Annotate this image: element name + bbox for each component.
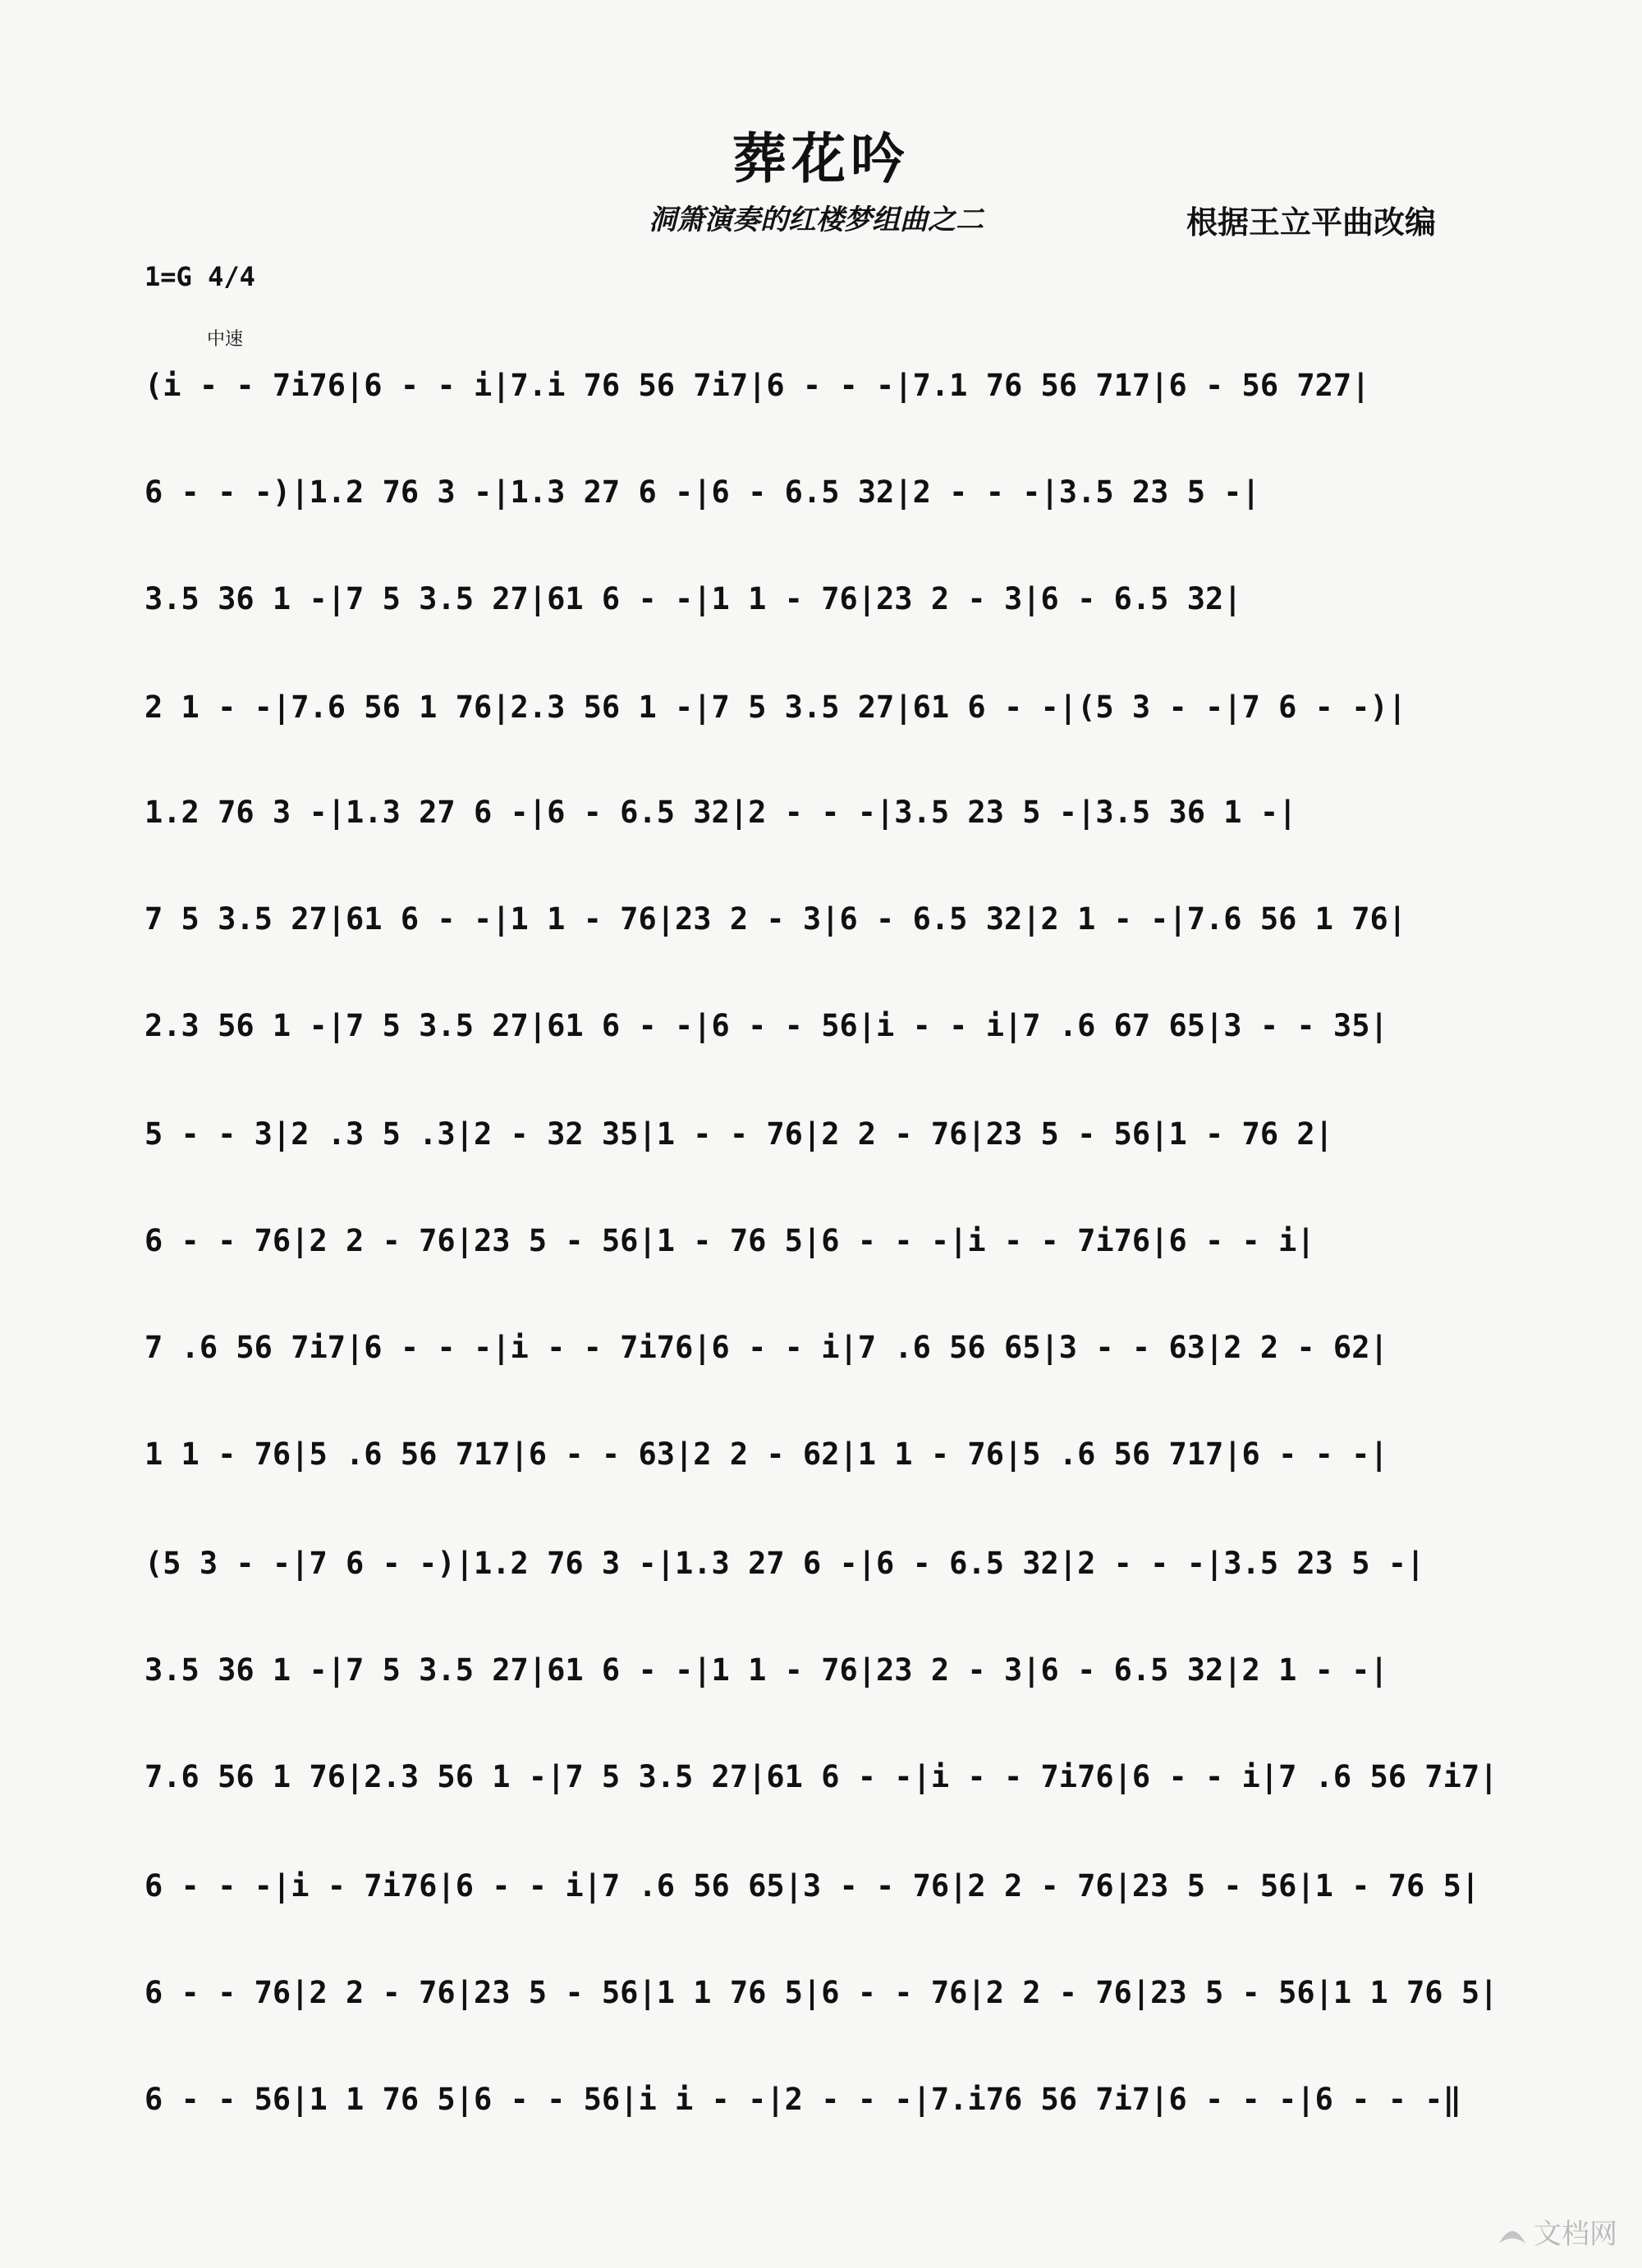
score-line-14: 7.6 56 1 76|2.3 56 1 -|7 5 3.5 27|61 6 - -|i - - 7i76|6 - - i|7 .6 56 7i7| (144, 1759, 1498, 1794)
score-line-9: 6 - - 76|2 2 - 76|23 5 - 56|1 - 76 5|6 - - -|i - - 7i76|6 - - i| (144, 1223, 1315, 1258)
score-subtitle: 洞箫演奏的红楼梦组曲之二 (649, 204, 984, 236)
score-line-10: 7 .6 56 7i7|6 - - -|i - - 7i76|6 - - i|7 .6 56 65|3 - - 63|2 2 - 62| (144, 1330, 1388, 1365)
score-line-7: 2.3 56 1 -|7 5 3.5 27|61 6 - -|6 - - 56|i - - i|7 .6 67 65|3 - - 35| (144, 1008, 1388, 1043)
score-line-15: 6 - - -|i - 7i76|6 - - i|7 .6 56 65|3 - - 76|2 2 - 76|23 5 - 56|1 - 76 5| (144, 1868, 1480, 1904)
score-line-17: 6 - - 56|1 1 76 5|6 - - 56|i i - -|2 - - -|7.i76 56 7i7|6 - - -|6 - - -‖ (144, 2082, 1461, 2117)
score-line-12: (5 3 - -|7 6 - -)|1.2 76 3 -|1.3 27 6 -|6 - 6.5 32|2 - - -|3.5 23 5 -| (144, 1546, 1425, 1581)
score-line-2: 6 - - -)|1.2 76 3 -|1.3 27 6 -|6 - 6.5 32|2 - - -|3.5 23 5 -| (144, 474, 1260, 510)
watermark-logo-icon (1496, 2219, 1529, 2252)
score-line-6: 7 5 3.5 27|61 6 - -|1 1 - 76|23 2 - 3|6 - 6.5 32|2 1 - -|7.6 56 1 76| (144, 901, 1407, 937)
score-line-13: 3.5 36 1 -|7 5 3.5 27|61 6 - -|1 1 - 76|23 2 - 3|6 - 6.5 32|2 1 - -| (144, 1652, 1388, 1688)
score-line-5: 1.2 76 3 -|1.3 27 6 -|6 - 6.5 32|2 - - -|3.5 23 5 -|3.5 36 1 -| (144, 795, 1297, 830)
score-line-16: 6 - - 76|2 2 - 76|23 5 - 56|1 1 76 5|6 - - 76|2 2 - 76|23 5 - 56|1 1 76 5| (144, 1975, 1498, 2010)
tempo-mark: 中速 (207, 329, 244, 350)
key-signature: 1=G 4/4 (144, 261, 255, 292)
score-line-11: 1 1 - 76|5 .6 56 717|6 - - 63|2 2 - 62|1 1 - 76|5 .6 56 717|6 - - -| (144, 1436, 1388, 1472)
watermark (1496, 2211, 1617, 2252)
score-line-4: 2 1 - -|7.6 56 1 76|2.3 56 1 -|7 5 3.5 27|61 6 - -|(5 3 - -|7 6 - -)| (144, 690, 1407, 725)
score-title: 葬花吟 (732, 126, 910, 190)
score-line-1: (i - - 7i76|6 - - i|7.i 76 56 7i7|6 - - -|7.1 76 56 717|6 - 56 727| (144, 368, 1370, 403)
score-line-8: 5 - - 3|2 .3 5 .3|2 - 32 35|1 - - 76|2 2 - 76|23 5 - 56|1 - 76 2| (144, 1116, 1333, 1152)
arranger-credit: 根据王立平曲改编 (1186, 204, 1437, 241)
watermark-text: 文档网 (1534, 2217, 1617, 2251)
score-line-3: 3.5 36 1 -|7 5 3.5 27|61 6 - -|1 1 - 76|23 2 - 3|6 - 6.5 32| (144, 581, 1242, 616)
